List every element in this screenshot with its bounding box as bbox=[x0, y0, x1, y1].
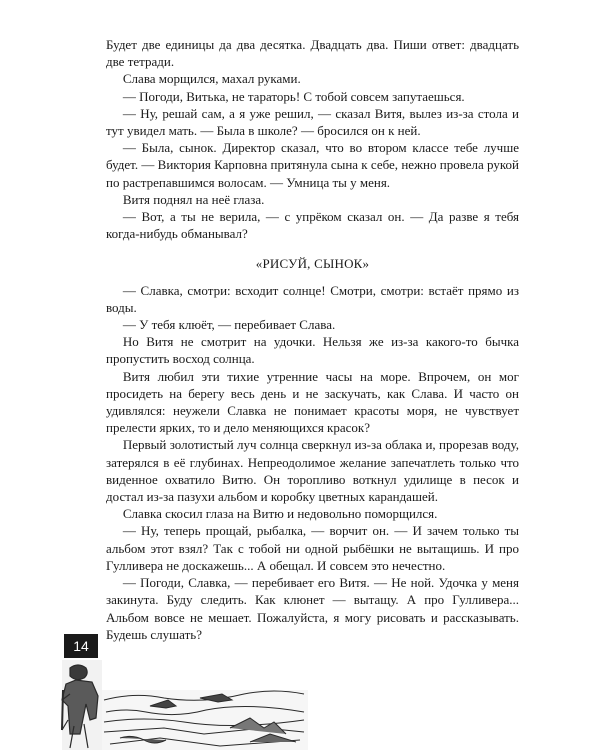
paragraph: — У тебя клюёт, — перебивает Слава. bbox=[122, 317, 336, 333]
paragraph: — Погоди, Славка, — перебивает его Витя. — Не ной. Удочка у меня закинута. Буду следить. Как клюнет — вытащу. А про Гулливера... Альбом вовсе не мешает. Пожалуйста, я могу рисовать и рассказывать. Будешь слушать? bbox=[106, 575, 519, 642]
paragraph: Первый золотистый луч солнца сверкнул из-за облака и, прорезав воду, затерялся в её глубинах. Непреодолимое желание запечатлеть только что виденное охватило Витю. Он торопливо воткнул удилище в песок и достал из-за пазухи альбом и коробку цветных карандашей. bbox=[106, 437, 519, 505]
sea-sketch bbox=[102, 690, 308, 750]
paragraph: — Ну, решай сам, а я уже решил, — сказал Витя, вылез из-за стола и тут увидел мать. — Была в школе? — бросился он к ней. bbox=[106, 105, 519, 139]
paragraph: — Славка, смотри: всходит солнце! Смотри, смотри: встаёт прямо из воды. bbox=[106, 282, 519, 315]
chapter-heading: «РИСУЙ, СЫНОК» bbox=[255, 256, 370, 272]
paragraph: Будет две единицы да два десятка. Двадцать два. Пиши ответ: двадцать две тетради. bbox=[106, 37, 519, 70]
paragraph: Славка скосил глаза на Витю и недовольно поморщился. bbox=[122, 506, 438, 522]
paragraph: — Погоди, Витька, не тараторь! С тобой совсем запутаешься. bbox=[122, 88, 465, 104]
figure-sketch bbox=[62, 660, 102, 750]
paragraph: — Вот, а ты не верила, — с упрёком сказал он. — Да разве я тебя когда-нибудь обманывал? bbox=[106, 209, 519, 242]
paragraph: Витя поднял на неё глаза. bbox=[122, 191, 265, 207]
paragraph: — Ну, теперь прощай, рыбалка, — ворчит он. — И зачем только ты альбом этот взял? Так с тобой ни одной рыбёшки не вытащишь. И про Гулливера не доскажешь... А обещал. И совсем это нечестно. bbox=[106, 523, 519, 573]
paragraph: — Была, сынок. Директор сказал, что во втором классе тебе лучше будет. — Виктория Карповна притянула сына к себе, нежно провела рукой по растрепавшимся волосам. — Умница ты у меня. bbox=[106, 140, 519, 190]
paragraph: Но Витя не смотрит на удочки. Нельзя же из-за какого-то бычка пропустить восход солнца. bbox=[106, 334, 519, 367]
paragraph: Витя любил эти тихие утренние часы на море. Впрочем, он мог просидеть на берегу весь день и не заскучать, как Слава. И часто он удивлялся: неужели Славка не понимает красоты моря, не чувствует прелести ярких, то и дело меняющихся красок? bbox=[106, 368, 519, 436]
paragraph: Слава морщился, махал руками. bbox=[122, 71, 301, 87]
page-number: 14 bbox=[64, 634, 98, 658]
